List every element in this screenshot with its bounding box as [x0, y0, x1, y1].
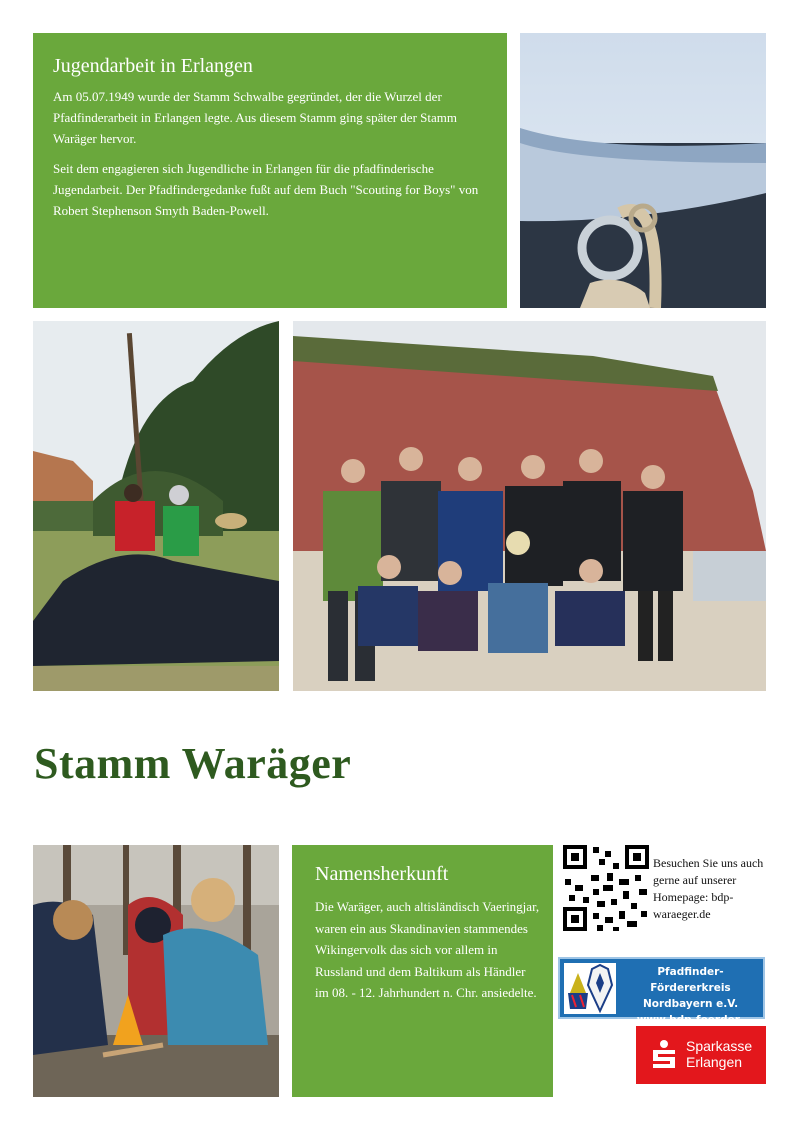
- rope-photo: [520, 33, 766, 308]
- qr-code[interactable]: [563, 845, 649, 931]
- sparkasse-logo[interactable]: [636, 1026, 766, 1084]
- pf-logo-line3[interactable]: www.bdp-foerder-: [636, 1014, 745, 1026]
- name-origin-text: Die Waräger, auch altisländisch Vaeringjar, waren ein aus Skandinavien stammendes Wikingervolk das sich vor allem in Russland und dem Baltikum als Händler im 08. - 12. Jahrhundert n. Chr. ansiedelte.: [315, 899, 540, 1000]
- page-title: Stamm Waräger: [34, 739, 352, 788]
- tent-image: [33, 321, 279, 691]
- group-photo: [293, 321, 766, 691]
- intro-paragraph-1: Am 05.07.1949 wurde der Stamm Schwalbe gegründet, der die Wurzel der Pfadfinderarbeit in Erlangen legte. Aus diesem Stamm ging später der Stamm Waräger hervor.: [53, 89, 457, 146]
- scout-lily-icon: [564, 963, 616, 1014]
- sparkasse-s-icon: [650, 1040, 678, 1070]
- campfire-photo: [33, 845, 279, 1097]
- rope-image: [520, 33, 766, 308]
- name-origin-box: [292, 845, 553, 1097]
- sparkasse-line2: Erlangen: [686, 1054, 743, 1070]
- intro-paragraph-2: Seit dem engagieren sich Jugendliche in Erlangen für die pfadfinderische Jugendarbeit. Der Pfadfindergedanke fußt auf dem Buch "Scouting for Boys" von Robert Stephenson Smyth Baden-Powell.: [53, 161, 479, 218]
- pf-emblem: [564, 963, 616, 1014]
- name-origin-heading: Namensherkunft: [315, 863, 449, 885]
- pf-foerderkreis-logo[interactable]: [558, 957, 765, 1026]
- qr-code-icon: [563, 845, 649, 931]
- qr-caption: Besuchen Sie uns auch gerne auf unserer Homepage: bdp-waraeger.de: [653, 856, 764, 921]
- campfire-image: [33, 845, 279, 1097]
- pf-logo-line2: Nordbayern e.V.: [642, 998, 739, 1010]
- pf-logo-line1: Pfadfinder-Fördererkreis: [650, 966, 731, 994]
- sparkasse-line1: Sparkasse: [686, 1038, 753, 1054]
- tent-photo: [33, 321, 279, 691]
- group-image: [293, 321, 766, 691]
- intro-heading: Jugendarbeit in Erlangen: [53, 55, 253, 77]
- intro-text-box: [33, 33, 507, 308]
- sparkasse-text: [686, 1038, 752, 1070]
